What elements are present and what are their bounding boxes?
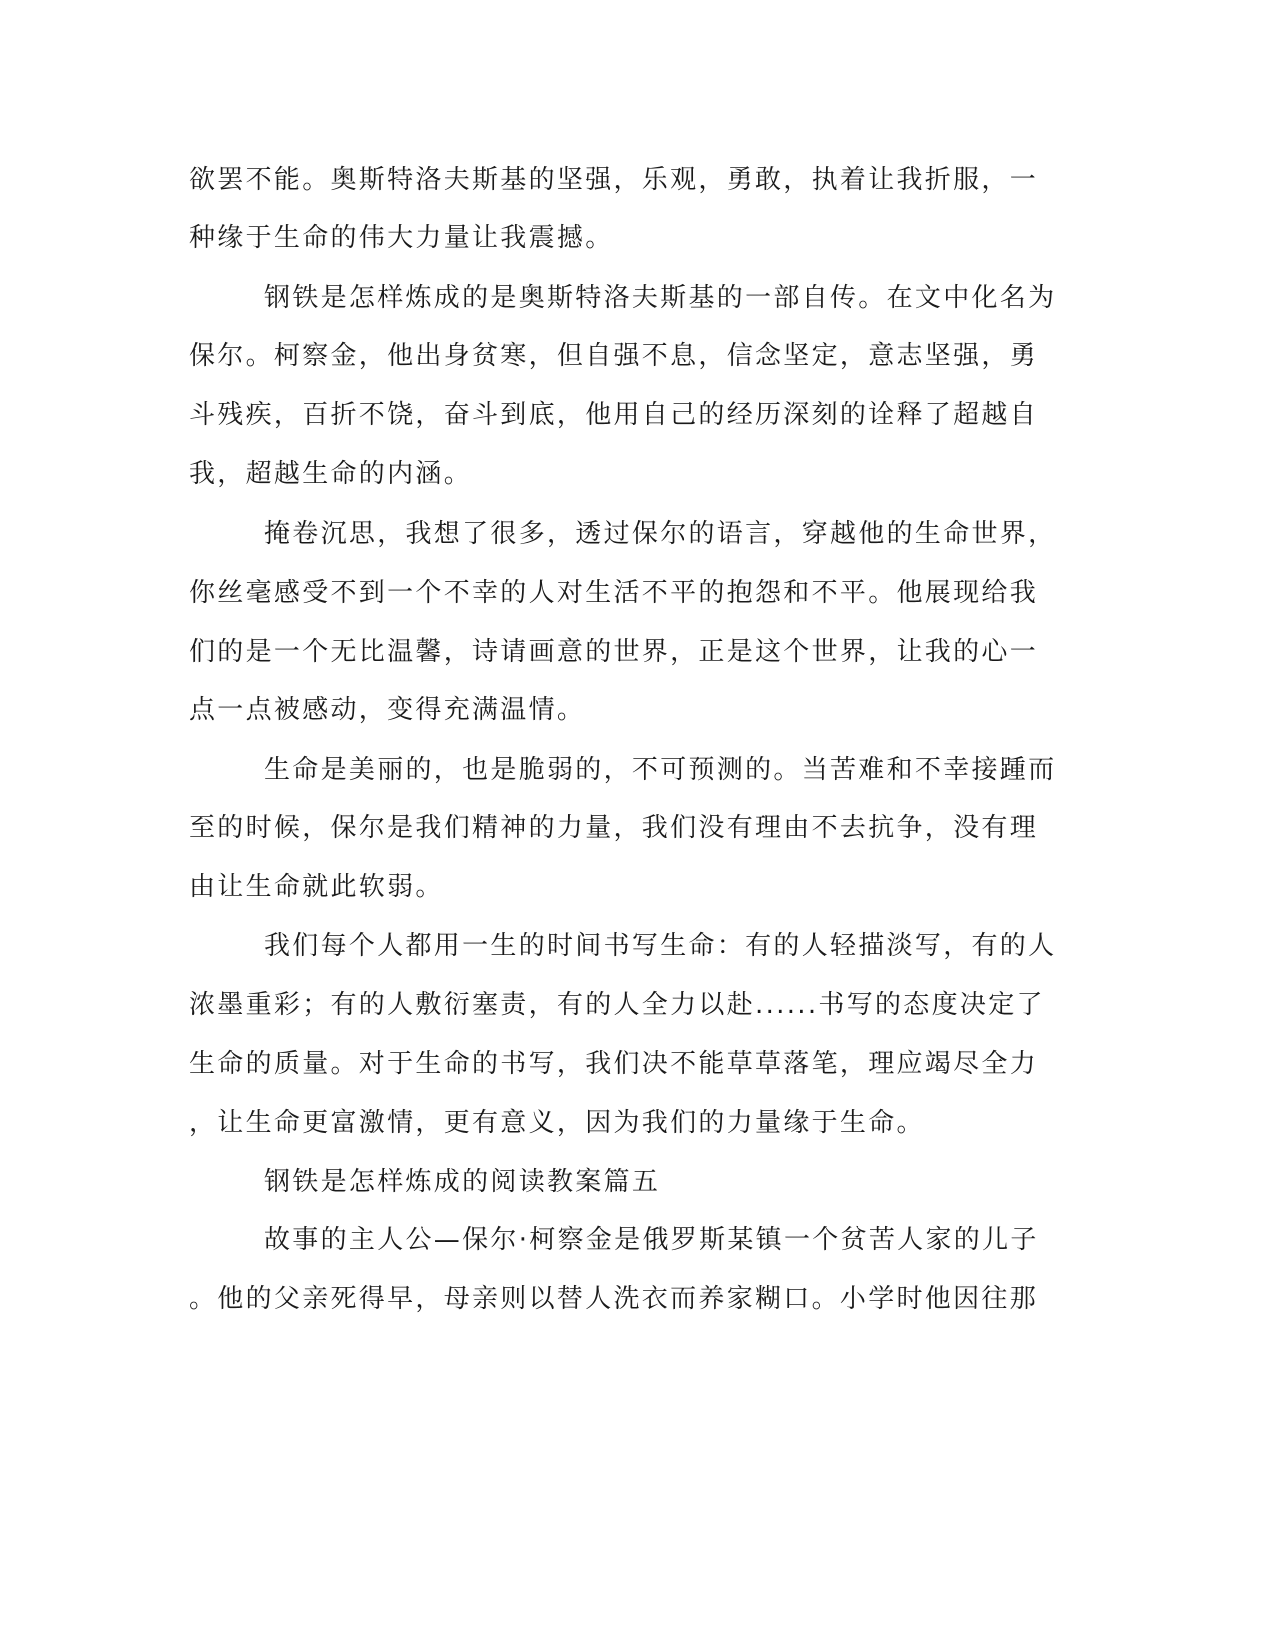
text-line: 我，超越生命的内涵。 bbox=[189, 459, 473, 489]
text-line: 浓墨重彩；有的人敷衍塞责，有的人全力以赴......书写的态度决定了 bbox=[189, 990, 1045, 1020]
text-line: 至的时候，保尔是我们精神的力量，我们没有理由不去抗争，没有理 bbox=[189, 813, 1039, 843]
text-line: 欲罢不能。奥斯特洛夫斯基的坚强，乐观，勇敢，执着让我折服，一 bbox=[189, 165, 1039, 195]
paragraph-first-line: 我们每个人都用一生的时间书写生命：有的人轻描淡写，有的人 bbox=[264, 931, 1057, 961]
paragraph-first-line: 生命是美丽的，也是脆弱的，不可预测的。当苦难和不幸接踵而 bbox=[264, 755, 1057, 785]
paragraph-first-line: 掩卷沉思，我想了很多，透过保尔的语言，穿越他的生命世界， bbox=[264, 519, 1057, 549]
text-line: 保尔。柯察金，他出身贫寒，但自强不息，信念坚定，意志坚强，勇 bbox=[189, 341, 1039, 371]
text-line: 由让生命就此软弱。 bbox=[189, 872, 444, 902]
text-line: 你丝毫感受不到一个不幸的人对生活不平的抱怨和不平。他展现给我 bbox=[189, 578, 1039, 608]
paragraph-first-line: 钢铁是怎样炼成的是奥斯特洛夫斯基的一部自传。在文中化名为 bbox=[264, 283, 1057, 313]
text-line: 生命的质量。对于生命的书写，我们决不能草草落笔，理应竭尽全力 bbox=[189, 1049, 1039, 1079]
section-heading: 钢铁是怎样炼成的阅读教案篇五 bbox=[264, 1167, 661, 1197]
text-line: 点一点被感动，变得充满温情。 bbox=[189, 695, 586, 725]
text-line: 种缘于生命的伟大力量让我震撼。 bbox=[189, 223, 614, 253]
text-line: 斗残疾，百折不饶，奋斗到底，他用自己的经历深刻的诠释了超越自 bbox=[189, 400, 1039, 430]
text-line: 们的是一个无比温馨，诗请画意的世界，正是这个世界，让我的心一 bbox=[189, 637, 1039, 667]
text-line: 。他的父亲死得早，母亲则以替人洗衣而养家糊口。小学时他因往那 bbox=[189, 1284, 1039, 1314]
paragraph-first-line: 故事的主人公—保尔·柯察金是俄罗斯某镇一个贫苦人家的儿子 bbox=[264, 1225, 1039, 1255]
text-line: ，让生命更富激情，更有意义，因为我们的力量缘于生命。 bbox=[189, 1108, 925, 1138]
